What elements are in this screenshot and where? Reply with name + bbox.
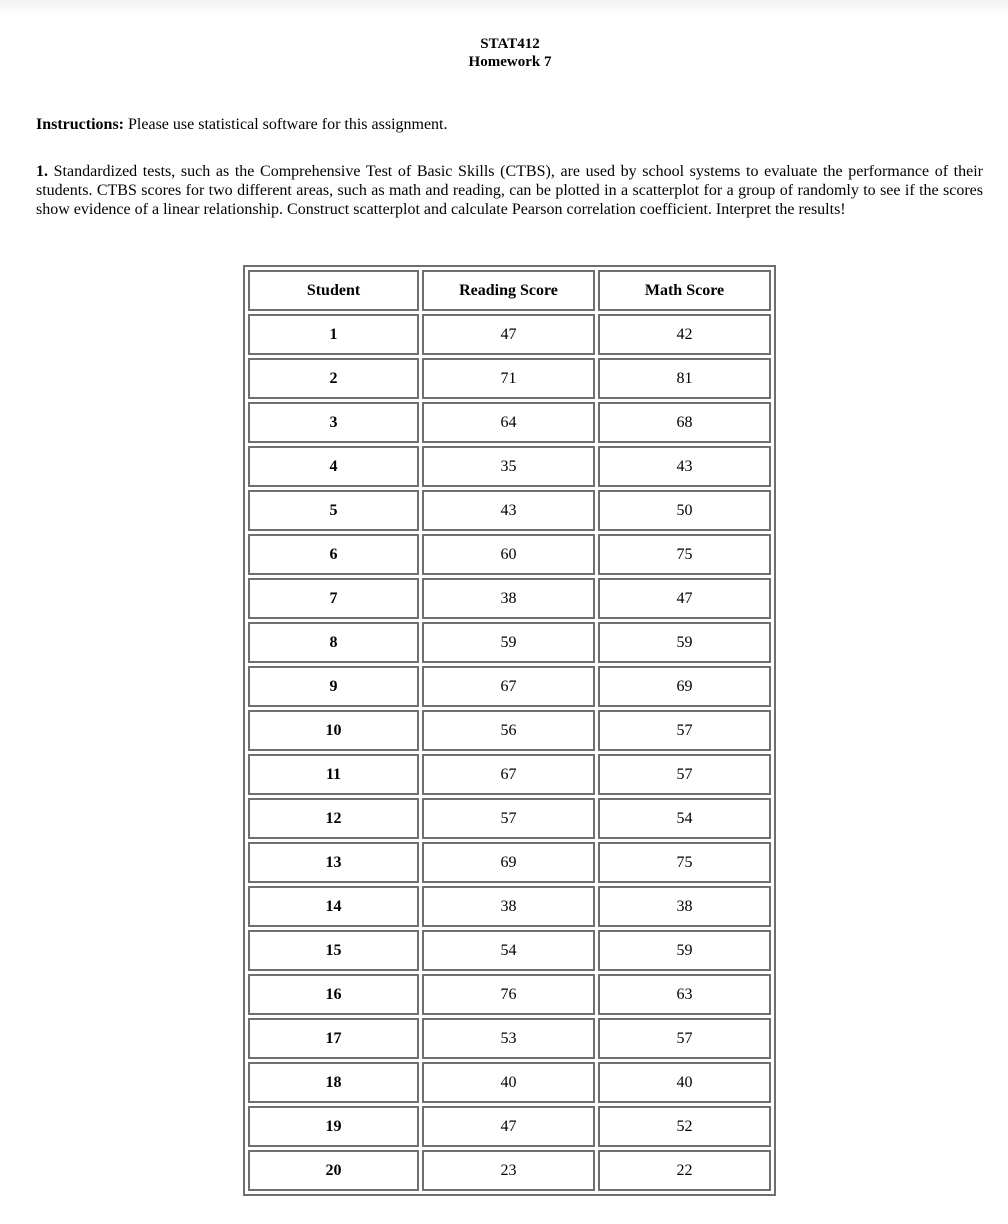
math-score-cell: 38 [598, 886, 771, 927]
document-header [0, 35, 1008, 71]
table-row [248, 930, 771, 971]
table-row [248, 798, 771, 839]
math-score-cell: 22 [598, 1150, 771, 1191]
reading-score-cell: 23 [422, 1150, 595, 1191]
table-row [248, 622, 771, 663]
question-1 [36, 162, 983, 219]
math-score-cell: 43 [598, 446, 771, 487]
student-cell: 5 [248, 490, 419, 531]
table-row [248, 358, 771, 399]
student-cell: 1 [248, 314, 419, 355]
math-score-cell: 40 [598, 1062, 771, 1103]
table-row [248, 842, 771, 883]
table-header-row [248, 270, 771, 311]
scores-table [243, 265, 776, 1196]
math-score-cell: 47 [598, 578, 771, 619]
student-cell: 20 [248, 1150, 419, 1191]
math-score-cell: 50 [598, 490, 771, 531]
reading-score-cell: 43 [422, 490, 595, 531]
table-row [248, 402, 771, 443]
math-score-cell: 68 [598, 402, 771, 443]
header-student: Student [248, 270, 419, 311]
table-row [248, 974, 771, 1015]
math-score-cell: 63 [598, 974, 771, 1015]
table-row [248, 314, 771, 355]
reading-score-cell: 69 [422, 842, 595, 883]
math-score-cell: 52 [598, 1106, 771, 1147]
reading-score-cell: 60 [422, 534, 595, 575]
math-score-cell: 69 [598, 666, 771, 707]
table-row [248, 446, 771, 487]
course-code: STAT412 [480, 36, 540, 52]
reading-score-cell: 76 [422, 974, 595, 1015]
instructions-label: Instructions: [36, 116, 125, 133]
student-cell: 18 [248, 1062, 419, 1103]
reading-score-cell: 59 [422, 622, 595, 663]
student-cell: 9 [248, 666, 419, 707]
student-cell: 13 [248, 842, 419, 883]
reading-score-cell: 38 [422, 886, 595, 927]
student-cell: 14 [248, 886, 419, 927]
student-cell: 17 [248, 1018, 419, 1059]
student-cell: 16 [248, 974, 419, 1015]
assignment-title: Homework 7 [468, 54, 552, 70]
table-row [248, 1150, 771, 1191]
reading-score-cell: 35 [422, 446, 595, 487]
math-score-cell: 59 [598, 622, 771, 663]
student-cell: 4 [248, 446, 419, 487]
math-score-cell: 54 [598, 798, 771, 839]
student-cell: 7 [248, 578, 419, 619]
table-row [248, 578, 771, 619]
table-row [248, 886, 771, 927]
page-top-band [0, 0, 1008, 18]
math-score-cell: 57 [598, 1018, 771, 1059]
student-cell: 10 [248, 710, 419, 751]
student-cell: 8 [248, 622, 419, 663]
instructions-text: Please use statistical software for this assignment. [124, 116, 448, 133]
table-row [248, 754, 771, 795]
reading-score-cell: 56 [422, 710, 595, 751]
math-score-cell: 75 [598, 842, 771, 883]
math-score-cell: 75 [598, 534, 771, 575]
table-body [248, 314, 771, 1191]
header-math-score: Math Score [598, 270, 771, 311]
math-score-cell: 57 [598, 754, 771, 795]
table-row [248, 490, 771, 531]
table-row [248, 534, 771, 575]
table-row [248, 1018, 771, 1059]
student-cell: 2 [248, 358, 419, 399]
reading-score-cell: 71 [422, 358, 595, 399]
table-row [248, 1062, 771, 1103]
reading-score-cell: 64 [422, 402, 595, 443]
math-score-cell: 81 [598, 358, 771, 399]
student-cell: 11 [248, 754, 419, 795]
student-cell: 15 [248, 930, 419, 971]
reading-score-cell: 47 [422, 1106, 595, 1147]
table-row [248, 710, 771, 751]
math-score-cell: 42 [598, 314, 771, 355]
table-row [248, 1106, 771, 1147]
instructions [36, 115, 448, 134]
header-reading-score: Reading Score [422, 270, 595, 311]
reading-score-cell: 54 [422, 930, 595, 971]
reading-score-cell: 53 [422, 1018, 595, 1059]
reading-score-cell: 67 [422, 754, 595, 795]
reading-score-cell: 57 [422, 798, 595, 839]
student-cell: 19 [248, 1106, 419, 1147]
question-text: Standardized tests, such as the Comprehensive Test of Basic Skills (CTBS), are used by school systems to evaluate the performance of their students. CTBS scores for two different areas, such as math and reading, can be plotted in a scatterplot for a group of randomly to see if the scores show evidence of a linear relationship. Construct scatterplot and calculate Pearson correlation coefficient. Interpret the results! [36, 163, 983, 218]
student-cell: 12 [248, 798, 419, 839]
table-row [248, 666, 771, 707]
reading-score-cell: 67 [422, 666, 595, 707]
scores-table-container [243, 265, 776, 1196]
student-cell: 3 [248, 402, 419, 443]
math-score-cell: 57 [598, 710, 771, 751]
reading-score-cell: 47 [422, 314, 595, 355]
math-score-cell: 59 [598, 930, 771, 971]
question-number: 1. [36, 163, 48, 180]
reading-score-cell: 40 [422, 1062, 595, 1103]
student-cell: 6 [248, 534, 419, 575]
reading-score-cell: 38 [422, 578, 595, 619]
